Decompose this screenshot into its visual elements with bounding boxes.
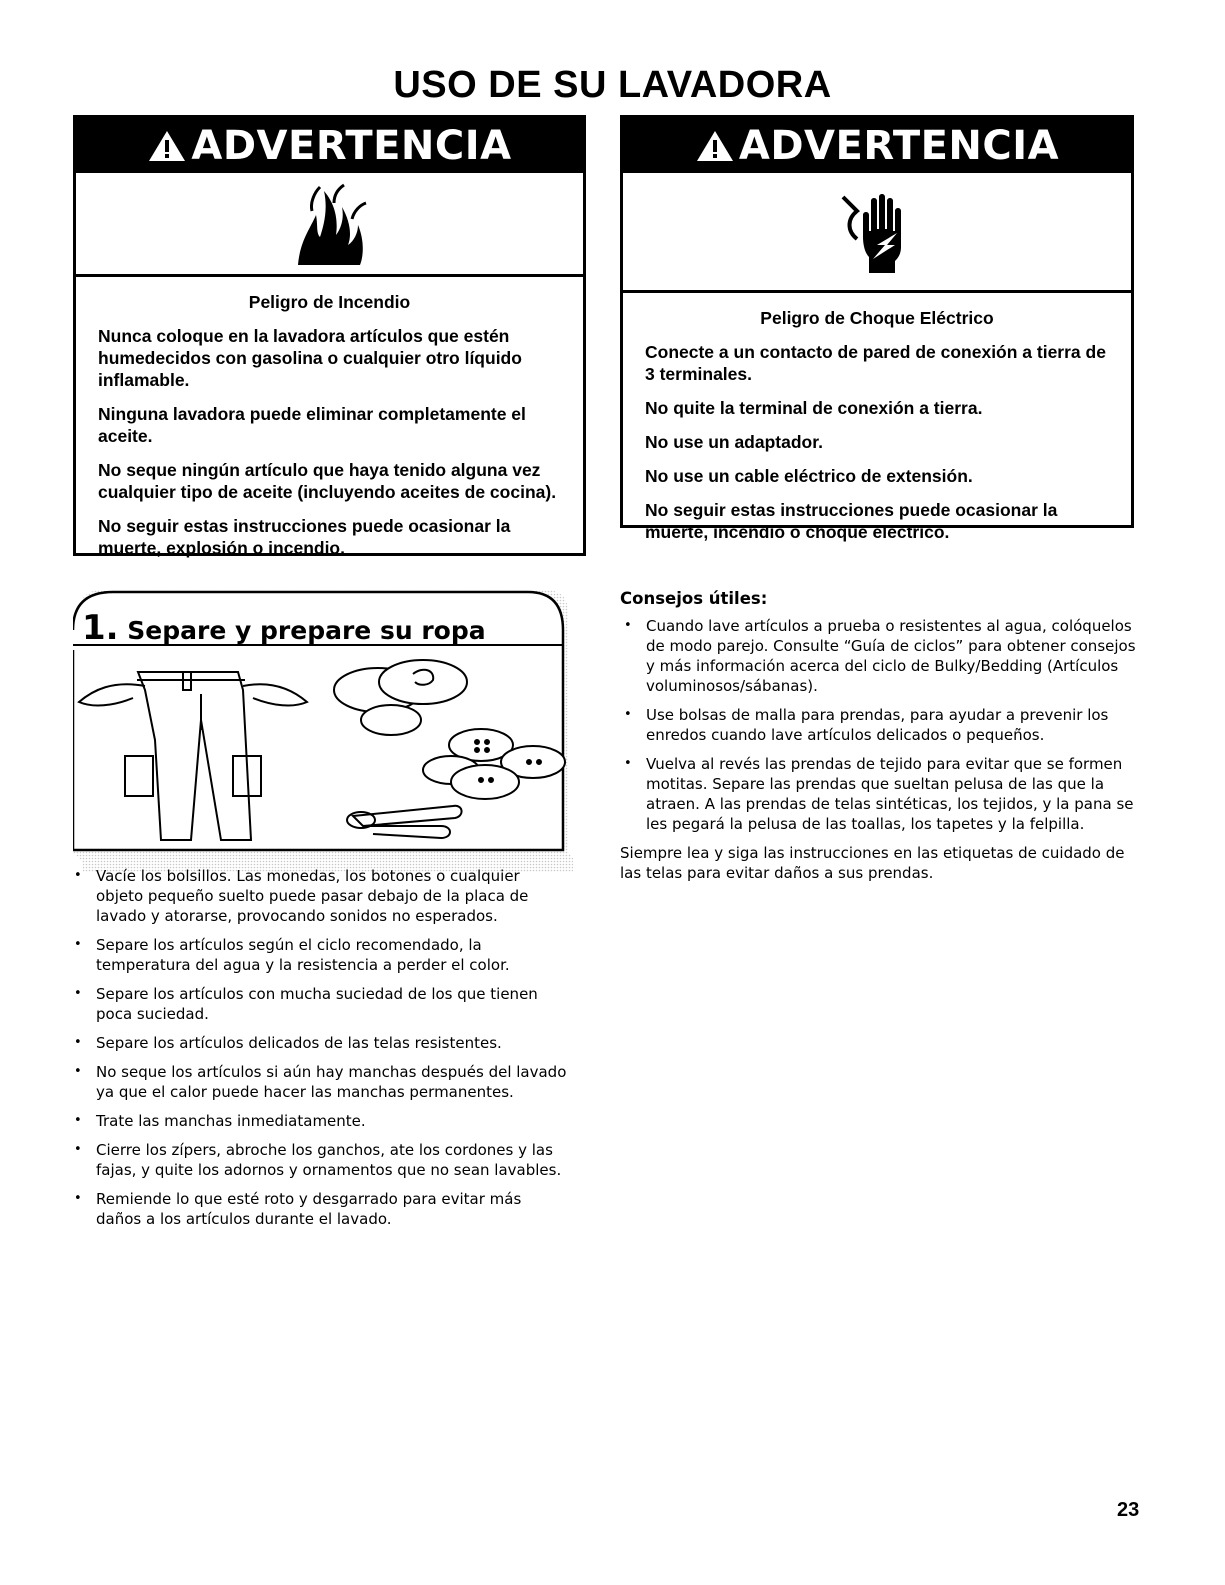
list-item: • Cuando lave artículos a prueba o resistentes al agua, colóquelos de modo parejo. Consulte “Guía de ciclos” para obtener consejos y más información acerca del ciclo de Bulky/Bedding (Artículos voluminosos/sábanas). <box>620 616 1140 696</box>
hazard-title: Peligro de Choque Eléctrico <box>760 308 994 328</box>
fire-icon <box>76 173 583 277</box>
warning-header-label: ADVERTENCIA <box>738 122 1060 169</box>
warning-header <box>623 118 1131 173</box>
warning-paragraph: No use un adaptador. <box>645 432 823 452</box>
list-item: • Remiende lo que esté roto y desgarrado para evitar más daños a los artículos durante el lavado. <box>70 1189 570 1229</box>
warning-triangle-icon <box>147 129 187 163</box>
page-number: 23 <box>1117 1499 1140 1521</box>
warning-body <box>76 277 583 581</box>
step-title-label: Separe y prepare su ropa <box>127 616 486 645</box>
list-item: • Separe los artículos con mucha suciedad de los que tienen poca suciedad. <box>70 984 570 1024</box>
warning-paragraph: No seque ningún artículo que haya tenido alguna vez cualquier tipo de aceite (incluyendo aceites de cocina). <box>98 460 557 502</box>
tips-note: Siempre lea y siga las instrucciones en las etiquetas de cuidado de las telas para evitar daños a sus prendas. <box>620 844 1125 882</box>
list-item: • Trate las manchas inmediatamente. <box>70 1111 570 1131</box>
warning-paragraph: No quite la terminal de conexión a tierra. <box>645 398 983 418</box>
warning-paragraph: No seguir estas instrucciones puede ocasionar la muerte, incendio o choque eléctrico. <box>645 500 1058 542</box>
step-number: 1. <box>82 608 119 648</box>
tips-section <box>620 589 1140 883</box>
warning-paragraph: No use un cable eléctrico de extensión. <box>645 466 973 486</box>
list-item: • Cierre los zípers, abroche los ganchos, ate los cordones y las fajas, y quite los adornos y ornamentos que no sean lavables. <box>70 1140 570 1180</box>
electric-shock-icon <box>623 173 1131 293</box>
warning-paragraph: Conecte a un contacto de pared de conexión a tierra de 3 terminales. <box>645 342 1106 384</box>
step-title <box>82 608 486 648</box>
warning-paragraph: No seguir estas instrucciones puede ocasionar la muerte, explosión o incendio. <box>98 516 511 558</box>
warning-paragraph: Ninguna lavadora puede eliminar completamente el aceite. <box>98 404 526 446</box>
list-item: • Vuelva al revés las prendas de tejido para evitar que se formen motitas. Separe las prendas que sueltan pelusa de las que la atraen. A las prendas de telas sintéticas, los tejidos, y la pana se les pegará la pelusa de las toallas, los tapetes y la felpilla. <box>620 754 1140 834</box>
warning-triangle-icon <box>695 129 735 163</box>
warning-body <box>623 293 1131 565</box>
list-item: • No seque los artículos si aún hay manchas después del lavado ya que el calor puede hacer las manchas permanentes. <box>70 1062 570 1102</box>
page-title: USO DE SU LAVADORA <box>393 64 832 106</box>
step-bullet-list <box>70 866 570 1238</box>
list-item: • Vacíe los bolsillos. Las monedas, los botones o cualquier objeto pequeño suelto puede pasar debajo de la placa de lavado y atorarse, provocando sonidos no esperados. <box>70 866 570 926</box>
warning-paragraph: Nunca coloque en la lavadora artículos que estén humedecidos con gasolina o cualquier otro líquido inflamable. <box>98 326 522 390</box>
list-item: • Separe los artículos delicados de las telas resistentes. <box>70 1033 570 1053</box>
list-item: • Separe los artículos según el ciclo recomendado, la temperatura del agua y la resistencia a perder el color. <box>70 935 570 975</box>
warning-header-label: ADVERTENCIA <box>191 122 512 169</box>
hazard-title: Peligro de Incendio <box>248 292 411 312</box>
fire-warning-box <box>73 115 586 556</box>
warning-header <box>76 118 583 173</box>
shock-warning-box <box>620 115 1134 542</box>
tips-heading: Consejos útiles: <box>620 589 768 608</box>
list-item: • Use bolsas de malla para prendas, para ayudar a prevenir los enredos cuando lave artículos delicados o pequeños. <box>620 705 1140 745</box>
tips-bullet-list <box>620 616 1140 834</box>
